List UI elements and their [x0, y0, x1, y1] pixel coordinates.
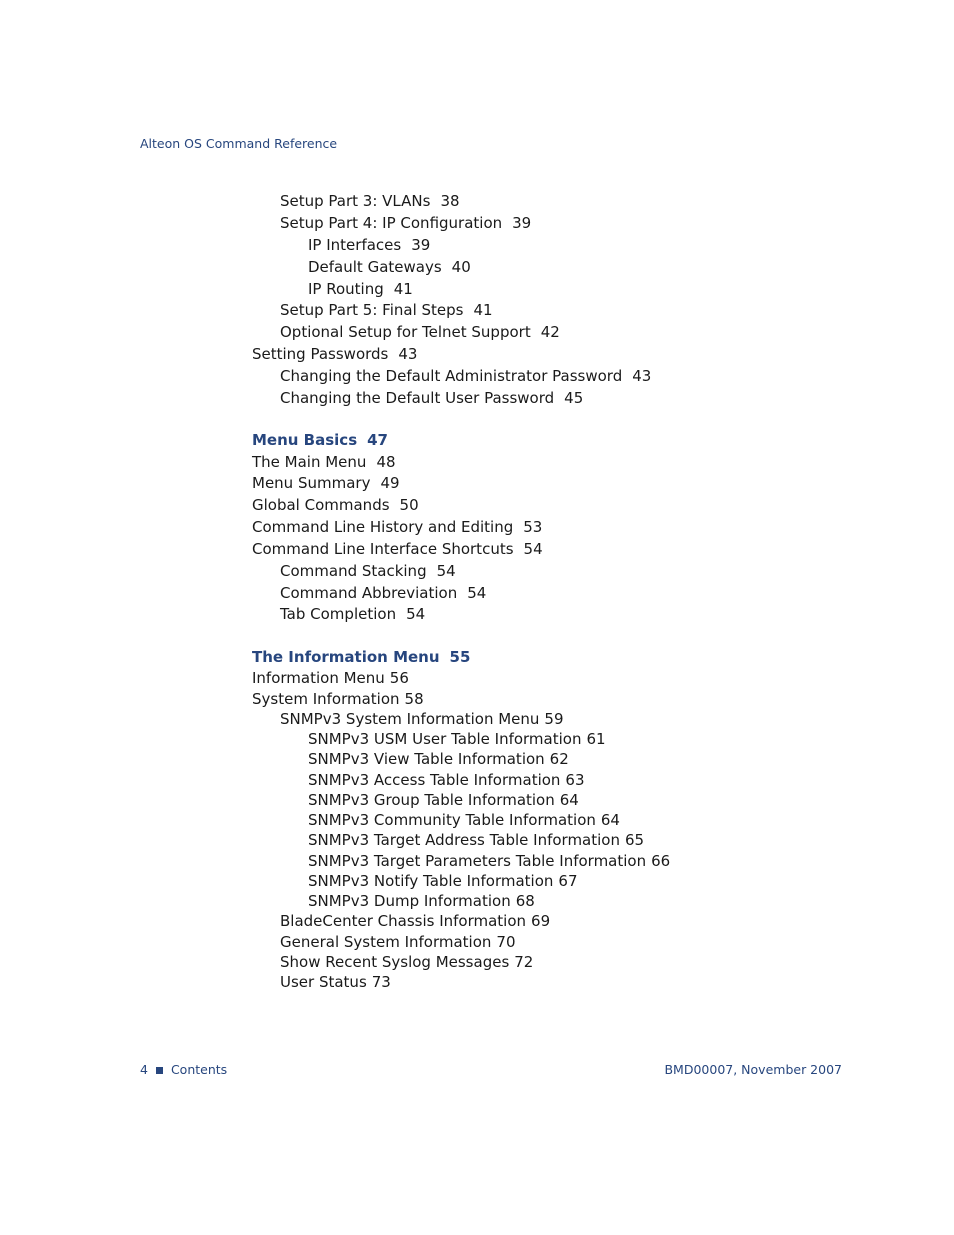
toc-entry-page: 70 — [496, 933, 516, 951]
toc-entry-title: IP Interfaces — [308, 236, 402, 254]
toc-entry-title: The Information Menu — [252, 648, 440, 666]
toc-entry-page: 54 — [436, 562, 456, 580]
toc-entry-title: SNMPv3 View Table Information — [308, 750, 545, 768]
toc-entry-title: Global Commands — [252, 496, 390, 514]
toc-entry-page: 55 — [449, 648, 471, 666]
toc-entry-title: Command Line Interface Shortcuts — [252, 540, 514, 558]
toc-entry[interactable] — [280, 605, 425, 623]
toc-entry-page: 69 — [531, 912, 551, 930]
toc-entry-title: Setup Part 3: VLANs — [280, 192, 431, 210]
toc-entry-title: Information Menu — [252, 669, 385, 687]
toc-entry-title: Tab Completion — [280, 605, 397, 623]
toc-entry[interactable] — [280, 710, 564, 728]
toc-entry-page: 49 — [380, 474, 400, 492]
footer-page-number: 4 — [140, 1062, 148, 1077]
toc-entry-title: Show Recent Syslog Messages — [280, 953, 510, 971]
toc-entry-page: 41 — [393, 280, 413, 298]
toc-chapter-heading[interactable] — [252, 648, 470, 666]
toc-entry-page: 50 — [399, 496, 419, 514]
toc-entry-title: The Main Menu — [252, 453, 367, 471]
toc-entry-title: Command Abbreviation — [280, 584, 458, 602]
toc-entry[interactable] — [280, 301, 493, 319]
toc-entry-page: 67 — [558, 872, 578, 890]
toc-entry-page: 64 — [600, 811, 620, 829]
toc-entry[interactable] — [308, 872, 578, 890]
toc-entry-title: System Information — [252, 690, 400, 708]
toc-entry[interactable] — [308, 730, 606, 748]
toc-entry[interactable] — [280, 562, 456, 580]
toc-entry-title: SNMPv3 Dump Information — [308, 892, 511, 910]
toc-entry[interactable] — [252, 518, 542, 536]
toc-entry-title: SNMPv3 USM User Table Information — [308, 730, 582, 748]
toc-entry[interactable] — [252, 453, 396, 471]
toc-entry[interactable] — [308, 811, 620, 829]
toc-entry-page: 54 — [523, 540, 543, 558]
toc-entry-title: Setting Passwords — [252, 345, 389, 363]
toc-entry-title: Command Stacking — [280, 562, 427, 580]
toc-entry-page: 40 — [451, 258, 471, 276]
toc-entry[interactable] — [308, 771, 585, 789]
toc-entry[interactable] — [280, 192, 460, 210]
toc-entry-title: SNMPv3 System Information Menu — [280, 710, 540, 728]
toc-entry-title: SNMPv3 Target Parameters Table Information — [308, 852, 647, 870]
toc-entry[interactable] — [308, 892, 535, 910]
toc-entry[interactable] — [252, 474, 400, 492]
toc-entry-title: Changing the Default User Password — [280, 389, 555, 407]
toc-entry-page: 66 — [651, 852, 671, 870]
toc-entry-title: Default Gateways — [308, 258, 442, 276]
toc-entry-title: Optional Setup for Telnet Support — [280, 323, 531, 341]
toc-entry-page: 48 — [376, 453, 396, 471]
toc-entry[interactable] — [308, 750, 569, 768]
toc-entry-title: SNMPv3 Group Table Information — [308, 791, 555, 809]
running-header: Alteon OS Command Reference — [140, 136, 338, 151]
toc-entry-title: Command Line History and Editing — [252, 518, 514, 536]
toc-entry[interactable] — [280, 973, 391, 991]
toc-entry-page: 43 — [632, 367, 652, 385]
toc-entry-page: 59 — [544, 710, 564, 728]
toc-entry-title: Changing the Default Administrator Password — [280, 367, 623, 385]
toc-entry-title: Setup Part 4: IP Configuration — [280, 214, 503, 232]
toc-entry-title: General System Information — [280, 933, 492, 951]
toc-entry-page: 72 — [514, 953, 534, 971]
toc-entry-title: Menu Basics — [252, 431, 358, 449]
toc-entry-page: 43 — [398, 345, 418, 363]
toc-entry[interactable] — [308, 791, 579, 809]
toc-entry-page: 54 — [467, 584, 487, 602]
toc-entry-page: 39 — [512, 214, 532, 232]
toc-entry-page: 39 — [411, 236, 431, 254]
toc-entry-page: 41 — [473, 301, 493, 319]
toc-entry[interactable] — [280, 323, 560, 341]
toc-entry[interactable] — [308, 280, 413, 298]
toc-entry[interactable] — [280, 933, 516, 951]
toc-entry-page: 54 — [406, 605, 426, 623]
toc-entry-page: 68 — [515, 892, 535, 910]
toc-entry[interactable] — [308, 236, 430, 254]
toc-entry-page: 42 — [540, 323, 560, 341]
toc-entry[interactable] — [252, 690, 424, 708]
toc-entry-title: Setup Part 5: Final Steps — [280, 301, 464, 319]
toc-entry-title: SNMPv3 Notify Table Information — [308, 872, 554, 890]
toc-entry[interactable] — [308, 852, 670, 870]
toc-entry[interactable] — [252, 496, 419, 514]
toc-entry[interactable] — [280, 953, 533, 971]
toc-entry[interactable] — [308, 258, 471, 276]
toc-entry-title: BladeCenter Chassis Information — [280, 912, 527, 930]
toc-entry-page: 56 — [389, 669, 409, 687]
footer-left — [140, 1062, 227, 1077]
toc-entry-page: 47 — [367, 431, 388, 449]
toc-entry[interactable] — [280, 389, 583, 407]
toc-entry-title: IP Routing — [308, 280, 384, 298]
footer-doc-id: BMD00007, November 2007 — [664, 1062, 842, 1077]
toc-entry-title: SNMPv3 Target Address Table Information — [308, 831, 620, 849]
toc-entry[interactable] — [280, 584, 486, 602]
footer-section: Contents — [170, 1062, 228, 1077]
toc-entry[interactable] — [308, 831, 644, 849]
toc-entry-page: 53 — [523, 518, 543, 536]
toc-entry[interactable] — [280, 367, 651, 385]
toc-entry[interactable] — [252, 669, 409, 687]
toc-entry-page: 65 — [624, 831, 645, 849]
toc-entry-page: 73 — [371, 973, 391, 991]
toc-entry[interactable] — [280, 912, 550, 930]
toc-entry-page: 45 — [564, 389, 584, 407]
toc-entry[interactable] — [280, 214, 531, 232]
toc-entry-page: 64 — [559, 791, 579, 809]
toc-entry-page: 62 — [549, 750, 569, 768]
toc-chapter-heading[interactable] — [252, 431, 388, 449]
square-bullet-icon — [156, 1067, 163, 1074]
toc-entry-page: 38 — [440, 192, 460, 210]
toc-entry[interactable] — [252, 540, 543, 558]
toc-entry-title: SNMPv3 Community Table Information — [308, 811, 596, 829]
toc-entry-title: SNMPv3 Access Table Information — [308, 771, 561, 789]
toc-entry-page: 61 — [586, 730, 606, 748]
toc-entry-title: Menu Summary — [252, 474, 371, 492]
toc-entry[interactable] — [252, 345, 417, 363]
toc-entry-page: 63 — [565, 771, 585, 789]
toc-entry-page: 58 — [404, 690, 424, 708]
toc-entry-title: User Status — [280, 973, 367, 991]
